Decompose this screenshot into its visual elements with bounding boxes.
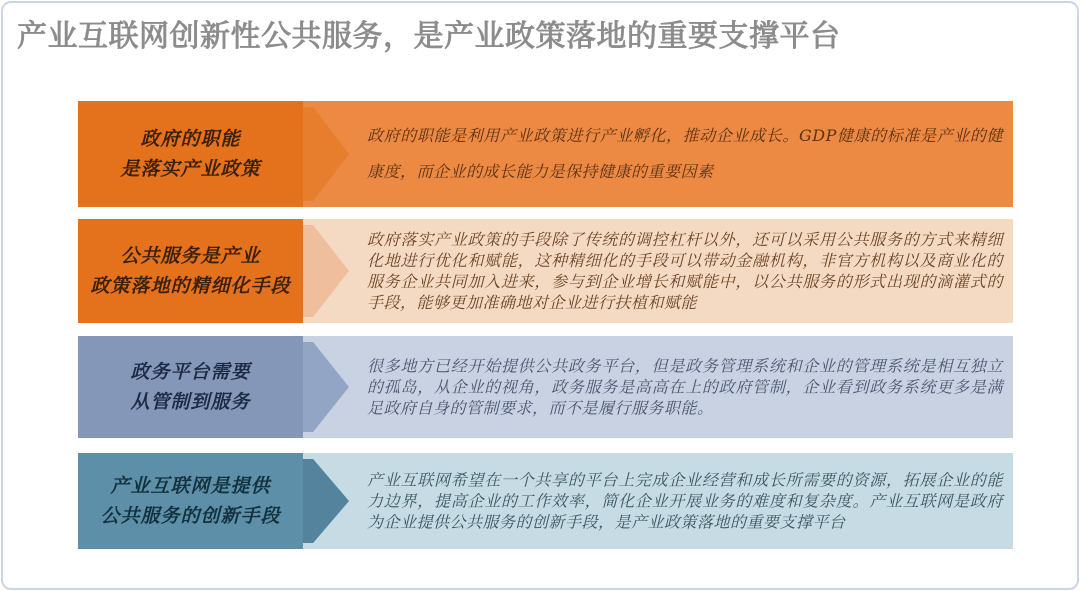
- slide-background: [1, 1, 1079, 590]
- row: [78, 336, 1013, 438]
- arrow-right-icon: [303, 459, 349, 543]
- row-panel: [303, 219, 1013, 323]
- row-label-line1: 产业互联网是提供: [110, 475, 271, 497]
- arrow-right-icon: [303, 225, 349, 317]
- row-body-text: 产业互联网希望在一个共享的平台上完成企业经营和成长所需要的资源，拓展企业的能力边界，提高企业的工作效率，简化企业开展业务的难度和复杂度。产业互联网是政府为企业提供公共服务的创新手段，是产业政策落地的重要支撑平台: [367, 470, 1003, 532]
- row: [78, 101, 1013, 207]
- row: [78, 219, 1013, 323]
- row-label-box: [78, 453, 303, 549]
- row-panel: [303, 453, 1013, 549]
- row-panel: [303, 336, 1013, 438]
- row-label-line1: 政务平台需要: [130, 361, 251, 383]
- row-body-text: 政府落实产业政策的手段除了传统的调控杠杆以外，还可以采用公共服务的方式来精细化地进行优化和赋能，这种精细化的手段可以带动金融机构，非官方机构以及商业化的服务企业共同加入进来，参与到企业增长和赋能中，以公共服务的形式出现的滴灌式的手段，能够更加准确地对企业进行扶植和赋能: [367, 230, 1003, 312]
- row-body-text: 政府的职能是利用产业政策进行产业孵化，推动企业成长。GDP健康的标准是产业的健康度，而企业的成长能力是保持健康的重要因素: [367, 126, 1003, 181]
- row: [78, 453, 1013, 549]
- arrow-right-icon: [303, 342, 349, 432]
- row-label-box: [78, 219, 303, 323]
- row-panel: [303, 101, 1013, 207]
- arrow-right-icon: [303, 107, 349, 201]
- page-title: 产业互联网创新性公共服务，是产业政策落地的重要支撑平台: [17, 20, 841, 53]
- row-label-line1: 政府的职能: [140, 128, 241, 150]
- row-label-box: [78, 336, 303, 438]
- row-label-line1: 公共服务是产业: [120, 245, 261, 267]
- row-label-line2: 是落实产业政策: [120, 158, 261, 180]
- row-body-text: 很多地方已经开始提供公共政务平台，但是政务管理系统和企业的管理系统是相互独立的孤岛，从企业的视角，政务服务是高高在上的政府管制，企业看到政务系统更多是满足政府自身的管制要求，而不是履行服务职能。: [367, 356, 1003, 418]
- row-label-box: [78, 101, 303, 207]
- row-label-line2: 从管制到服务: [130, 391, 251, 413]
- row-label-line2: 政策落地的精细化手段: [90, 275, 291, 297]
- row-label-line2: 公共服务的创新手段: [100, 505, 281, 527]
